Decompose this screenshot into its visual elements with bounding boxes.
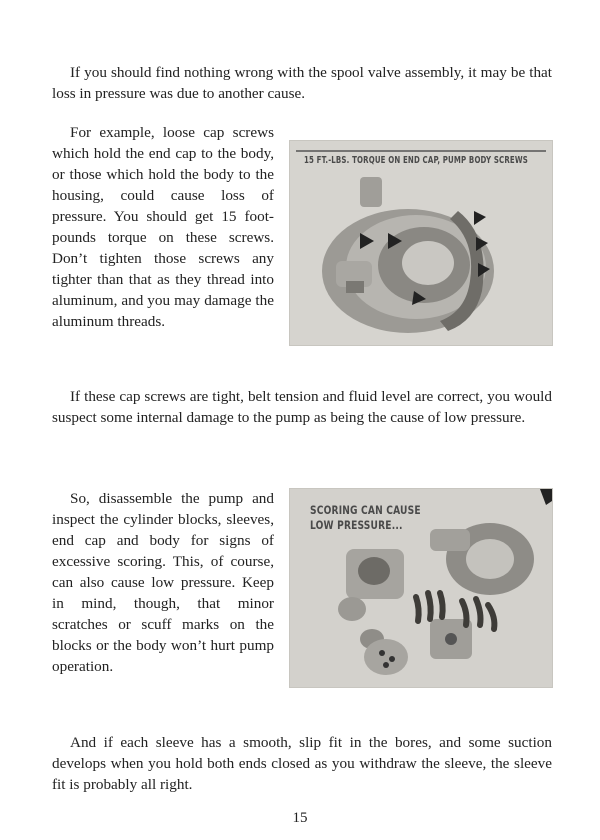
paragraph-disassemble-pump: So, disassemble the pump and inspect the cylinder blocks, sleeves, end cap and body for signs of excessive scoring. This, of course, can also cause low pressure. Keep in mind, though, that minor scratches or scuff marks on the blocks or the body won’t hurt pump operation. [52,490,274,675]
paragraph-sleeve-fit: And if each sleeve has a smooth, slip fit in the bores, and some suction develops when you hold both ends closed as you withdraw the sleeve, the sleeve fit is probably all right. [52,734,552,793]
photo-pump-torque [289,140,553,346]
photo-scoring-parts [289,488,553,688]
paragraph-loose-cap-screws: For example, loose cap screws which hold the end cap to the body, or those which hold the body to the housing, could cause loss of pressure. You should get 15 foot-pounds torque on these screws. Don’t tighten those screws any tighter than that as they thread into aluminum, and you may damage the aluminum threads. [52,124,274,330]
page-number: 15 [292,810,308,826]
paragraph-internal-damage: If these cap screws are tight, belt tension and fluid level are correct, you would suspect some internal damage to the pump as being the cause of low pressure. [52,388,552,426]
paragraph-spool-valve: If you should find nothing wrong with the spool valve assembly, it may be that loss in pressure was due to another cause. [52,64,552,102]
pump-assembly-illustration [290,141,552,345]
photo-caption: 15 FT.-LBS. TORQUE ON END CAP, PUMP BODY SCREWS [304,155,528,166]
photo-caption: SCORING CAN CAUSE LOW PRESSURE... [310,503,421,532]
